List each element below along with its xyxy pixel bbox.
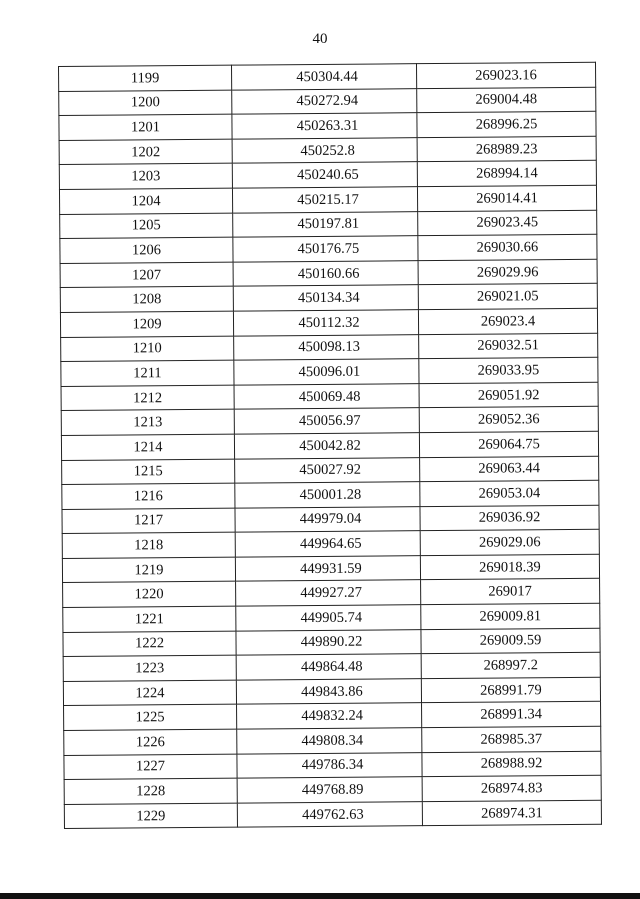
y-coordinate-cell: 269033.95 (419, 357, 598, 383)
x-coordinate-cell: 450304.44 (231, 64, 416, 90)
x-coordinate-cell: 450096.01 (234, 359, 419, 385)
x-coordinate-cell: 449808.34 (237, 728, 422, 754)
x-coordinate-cell: 449979.04 (235, 506, 420, 532)
x-coordinate-cell: 449905.74 (236, 605, 421, 631)
point-number-cell: 1219 (62, 557, 235, 583)
point-number-cell: 1224 (63, 680, 236, 706)
point-number-cell: 1212 (61, 385, 234, 411)
point-number-cell: 1222 (63, 631, 236, 657)
x-coordinate-cell: 449832.24 (237, 703, 422, 729)
point-number-cell: 1217 (62, 508, 235, 534)
y-coordinate-cell: 269017 (421, 579, 600, 605)
point-number-cell: 1205 (60, 213, 233, 239)
point-number-cell: 1211 (61, 360, 234, 386)
x-coordinate-cell: 450134.34 (233, 285, 418, 311)
x-coordinate-cell: 450263.31 (232, 113, 417, 139)
x-coordinate-cell: 450056.97 (234, 408, 419, 434)
y-coordinate-cell: 269009.59 (421, 628, 600, 654)
x-coordinate-cell: 449786.34 (237, 752, 422, 778)
x-coordinate-cell: 450240.65 (232, 162, 417, 188)
x-coordinate-cell: 450042.82 (234, 433, 419, 459)
y-coordinate-cell: 269014.41 (417, 185, 596, 211)
x-coordinate-cell: 450215.17 (232, 187, 417, 213)
y-coordinate-cell: 269023.45 (418, 210, 597, 236)
y-coordinate-cell: 269053.04 (420, 480, 599, 506)
x-coordinate-cell: 450098.13 (234, 334, 419, 360)
point-number-cell: 1200 (59, 90, 232, 116)
point-number-cell: 1202 (59, 139, 232, 165)
x-coordinate-cell: 449843.86 (236, 679, 421, 705)
y-coordinate-cell: 268974.31 (422, 800, 601, 826)
y-coordinate-cell: 268991.34 (422, 702, 601, 728)
x-coordinate-cell: 450112.32 (233, 310, 418, 336)
x-coordinate-cell: 449890.22 (236, 629, 421, 655)
x-coordinate-cell: 449964.65 (235, 531, 420, 557)
coordinates-table-body (59, 62, 602, 829)
y-coordinate-cell: 269023.4 (418, 308, 597, 334)
y-coordinate-cell: 269021.05 (418, 284, 597, 310)
y-coordinate-cell: 269004.48 (417, 87, 596, 113)
point-number-cell: 1220 (63, 582, 236, 608)
y-coordinate-cell: 268996.25 (417, 111, 596, 137)
y-coordinate-cell: 268985.37 (422, 726, 601, 752)
point-number-cell: 1208 (60, 286, 233, 312)
x-coordinate-cell: 450197.81 (233, 211, 418, 237)
x-coordinate-cell: 450176.75 (233, 236, 418, 262)
y-coordinate-cell: 269029.06 (420, 530, 599, 556)
x-coordinate-cell: 449768.89 (237, 777, 422, 803)
point-number-cell: 1228 (64, 778, 237, 804)
point-number-cell: 1218 (62, 532, 235, 558)
x-coordinate-cell: 449762.63 (237, 801, 422, 827)
y-coordinate-cell: 269063.44 (420, 456, 599, 482)
y-coordinate-cell: 268991.79 (421, 677, 600, 703)
x-coordinate-cell: 449864.48 (236, 654, 421, 680)
x-coordinate-cell: 450001.28 (235, 482, 420, 508)
table-row (64, 800, 601, 829)
point-number-cell: 1226 (64, 729, 237, 755)
y-coordinate-cell: 269051.92 (419, 382, 598, 408)
y-coordinate-cell: 268988.92 (422, 751, 601, 777)
point-number-cell: 1210 (61, 336, 234, 362)
x-coordinate-cell: 449931.59 (235, 556, 420, 582)
scan-bottom-edge (0, 893, 640, 899)
point-number-cell: 1206 (60, 237, 233, 263)
y-coordinate-cell: 269009.81 (421, 603, 600, 629)
point-number-cell: 1214 (61, 434, 234, 460)
x-coordinate-cell: 449927.27 (236, 580, 421, 606)
page-number: 40 (312, 31, 328, 47)
point-number-cell: 1223 (63, 655, 236, 681)
y-coordinate-cell: 269032.51 (419, 333, 598, 359)
x-coordinate-cell: 450272.94 (232, 88, 417, 114)
y-coordinate-cell: 269036.92 (420, 505, 599, 531)
x-coordinate-cell: 450027.92 (235, 457, 420, 483)
x-coordinate-cell: 450160.66 (233, 260, 418, 286)
y-coordinate-cell: 269023.16 (416, 62, 595, 88)
point-number-cell: 1225 (64, 705, 237, 731)
point-number-cell: 1213 (61, 409, 234, 435)
y-coordinate-cell: 269052.36 (419, 407, 598, 433)
point-number-cell: 1229 (64, 803, 237, 829)
point-number-cell: 1221 (63, 606, 236, 632)
point-number-cell: 1209 (60, 311, 233, 337)
x-coordinate-cell: 450069.48 (234, 383, 419, 409)
coordinates-table (58, 62, 602, 830)
y-coordinate-cell: 268994.14 (417, 161, 596, 187)
point-number-cell: 1201 (59, 114, 232, 140)
point-number-cell: 1215 (62, 459, 235, 485)
y-coordinate-cell: 269030.66 (418, 234, 597, 260)
y-coordinate-cell: 269018.39 (420, 554, 599, 580)
point-number-cell: 1203 (59, 164, 232, 190)
y-coordinate-cell: 268989.23 (417, 136, 596, 162)
y-coordinate-cell: 269064.75 (419, 431, 598, 457)
point-number-cell: 1216 (62, 483, 235, 509)
y-coordinate-cell: 268997.2 (421, 653, 600, 679)
y-coordinate-cell: 268974.83 (422, 775, 601, 801)
y-coordinate-cell: 269029.96 (418, 259, 597, 285)
point-number-cell: 1199 (59, 65, 232, 91)
x-coordinate-cell: 450252.8 (232, 137, 417, 163)
point-number-cell: 1227 (64, 754, 237, 780)
point-number-cell: 1207 (60, 262, 233, 288)
point-number-cell: 1204 (59, 188, 232, 214)
